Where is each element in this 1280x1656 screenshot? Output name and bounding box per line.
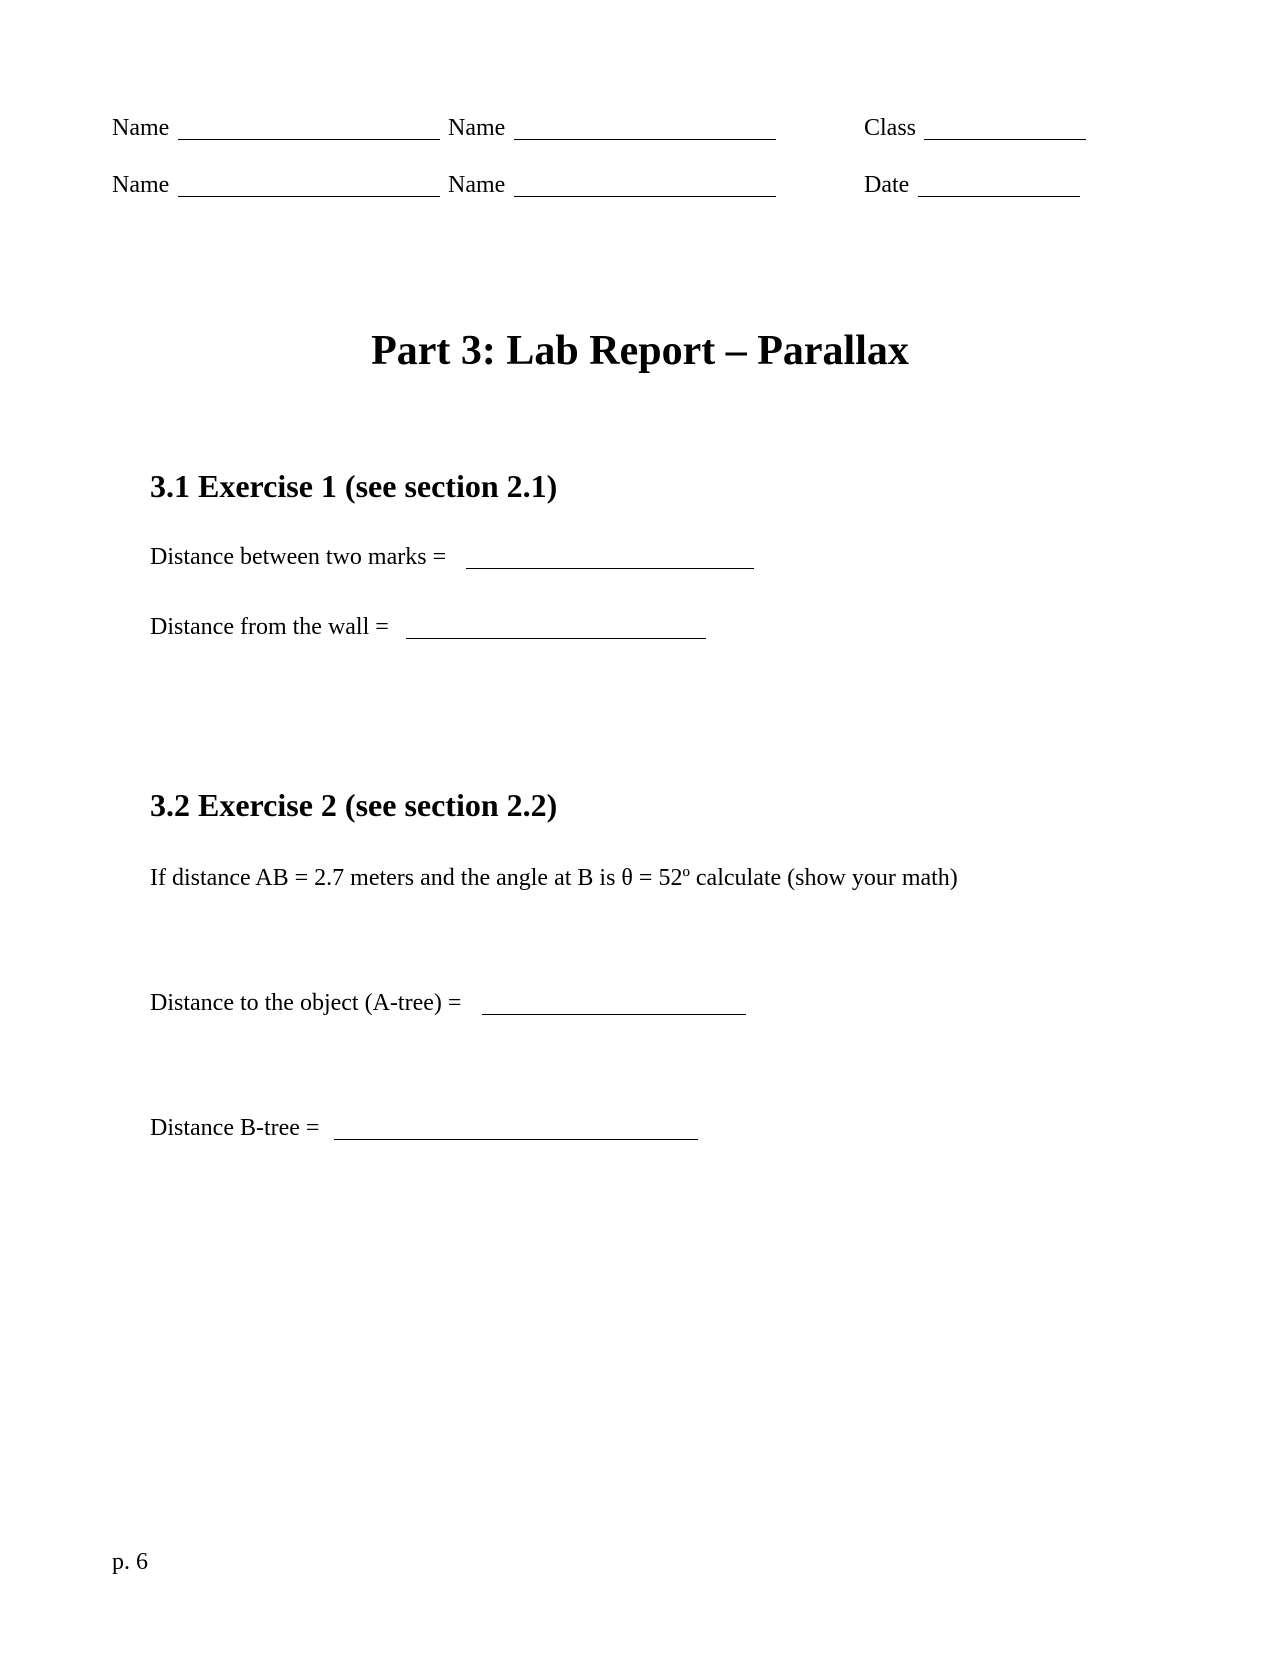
exercise-1-heading: 3.1 Exercise 1 (see section 2.1) [150,468,558,504]
distance-marks-field[interactable] [466,568,754,569]
distance-b-tree-field[interactable] [334,1139,698,1140]
distance-wall-label: Distance from the wall = [150,614,389,640]
exercise-2-prompt: If distance AB = 2.7 meters and the angle at B is θ = 52º calculate (show your math) [150,865,958,891]
name-label-2: Name [448,115,506,141]
page-number: p. 6 [112,1549,148,1575]
name-label-1: Name [112,115,170,141]
distance-a-tree-field[interactable] [482,1014,746,1015]
class-label: Class [864,115,917,141]
name-label-3: Name [112,172,170,198]
class-field[interactable] [924,139,1086,140]
page-title: Part 3: Lab Report – Parallax [371,328,909,374]
date-label: Date [864,172,910,198]
name-label-4: Name [448,172,506,198]
name-field-4[interactable] [514,196,776,197]
distance-b-tree-label: Distance B-tree = [150,1115,320,1141]
distance-marks-label: Distance between two marks = [150,544,447,570]
name-field-3[interactable] [178,196,440,197]
name-field-2[interactable] [514,139,776,140]
date-field[interactable] [918,196,1080,197]
exercise-2-heading: 3.2 Exercise 2 (see section 2.2) [150,787,558,823]
distance-wall-field[interactable] [406,638,706,639]
distance-a-tree-label: Distance to the object (A-tree) = [150,990,462,1016]
name-field-1[interactable] [178,139,440,140]
